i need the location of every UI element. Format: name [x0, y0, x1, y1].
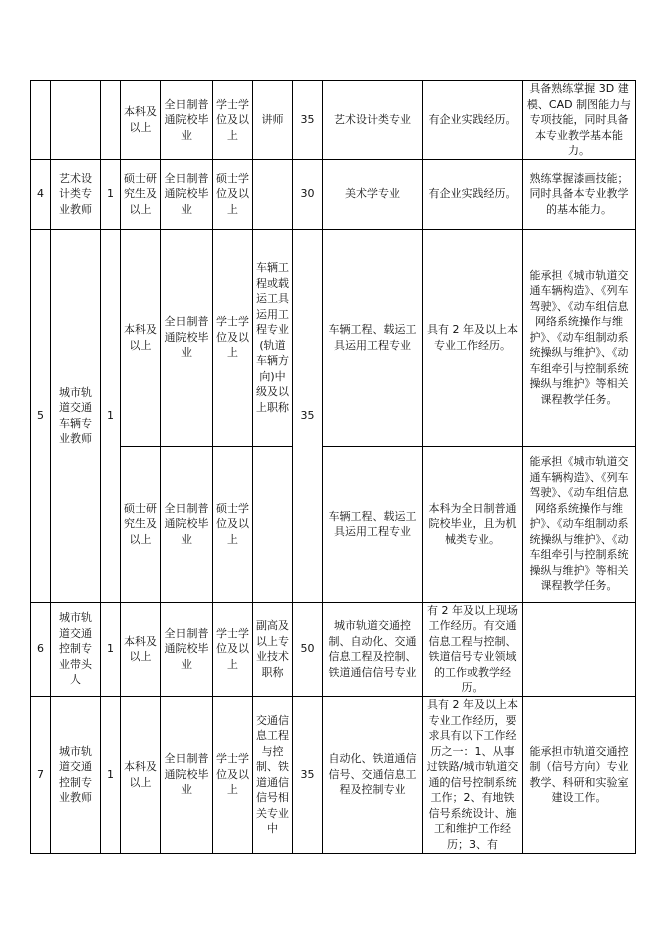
row-number: 7	[31, 696, 51, 853]
table-row	[31, 159, 636, 229]
age-limit: 30	[293, 159, 323, 229]
other-requirement: 能承担市轨道交通控制（信号方向）专业教学、科研和实验室建设工作。	[523, 696, 636, 853]
title-requirement	[253, 446, 293, 602]
education-type: 全日制普通院校毕业	[161, 602, 213, 696]
other-requirement: 能承担《城市轨道交通车辆构造》、《列车驾驶》、《动车组信息网络系统操作与维护》、《动车组制动系统操纵与维护》、《动车组牵引与控制系统操纵与维护》等相关课程教学任务。	[523, 229, 636, 446]
degree-requirement: 学士学位及以上	[213, 602, 253, 696]
degree-requirement: 学士学位及以上	[213, 81, 253, 160]
education-requirement: 本科及以上	[121, 696, 161, 853]
education-type: 全日制普通院校毕业	[161, 446, 213, 602]
position-name	[51, 81, 101, 160]
age-limit: 35	[293, 696, 323, 853]
major-requirement: 美术学专业	[323, 159, 423, 229]
title-requirement: 讲师	[253, 81, 293, 160]
education-requirement: 硕士研究生及以上	[121, 159, 161, 229]
education-type: 全日制普通院校毕业	[161, 159, 213, 229]
experience-requirement: 有企业实践经历。	[423, 159, 523, 229]
experience-requirement: 具有 2 年及以上本专业工作经历。	[423, 229, 523, 446]
row-number: 4	[31, 159, 51, 229]
major-requirement: 艺术设计类专业	[323, 81, 423, 160]
degree-requirement: 学士学位及以上	[213, 696, 253, 853]
position-name: 城市轨道交通车辆专业教师	[51, 229, 101, 602]
major-requirement: 自动化、铁道通信信号、交通信息工程及控制专业	[323, 696, 423, 853]
headcount	[101, 81, 121, 160]
degree-requirement: 硕士学位及以上	[213, 446, 253, 602]
other-requirement	[523, 602, 636, 696]
title-requirement: 副高及以上专业技术职称	[253, 602, 293, 696]
education-type: 全日制普通院校毕业	[161, 229, 213, 446]
other-requirement: 能承担《城市轨道交通车辆构造》、《列车驾驶》、《动车组信息网络系统操作与维护》、《动车组制动系统操纵与维护》、《动车组牵引与控制系统操纵与维护》等相关课程教学任务。	[523, 446, 636, 602]
age-limit: 35	[293, 229, 323, 602]
recruitment-table	[30, 80, 636, 854]
age-limit: 50	[293, 602, 323, 696]
education-requirement: 本科及以上	[121, 602, 161, 696]
position-name: 城市轨道交通控制专业带头人	[51, 602, 101, 696]
row-number: 5	[31, 229, 51, 602]
major-requirement: 车辆工程、载运工具运用工程专业	[323, 229, 423, 446]
experience-requirement: 有 2 年及以上现场工作经历。有交通信息工程与控制、铁道信号专业领域的工作或教学经历。	[423, 602, 523, 696]
table-row	[31, 229, 636, 446]
title-requirement: 交通信息工程与控制、铁道通信信号相关专业中	[253, 696, 293, 853]
degree-requirement: 学士学位及以上	[213, 229, 253, 446]
row-number	[31, 81, 51, 160]
table-row	[31, 696, 636, 853]
headcount: 1	[101, 602, 121, 696]
row-number: 6	[31, 602, 51, 696]
position-name: 艺术设计类专业教师	[51, 159, 101, 229]
experience-requirement: 本科为全日制普通院校毕业，且为机械类专业。	[423, 446, 523, 602]
experience-requirement: 具有 2 年及以上本专业工作经历，要求具有以下工作经历之一：1、从事过铁路/城市轨道交通的信号控制系统工作；2、有地铁信号系统设计、施工和维护工作经历；3、有	[423, 696, 523, 853]
table-row	[31, 446, 636, 602]
education-requirement: 本科及以上	[121, 81, 161, 160]
table-row	[31, 81, 636, 160]
major-requirement: 车辆工程、载运工具运用工程专业	[323, 446, 423, 602]
education-type: 全日制普通院校毕业	[161, 696, 213, 853]
degree-requirement: 硕士学位及以上	[213, 159, 253, 229]
education-requirement: 硕士研究生及以上	[121, 446, 161, 602]
title-requirement	[253, 159, 293, 229]
other-requirement: 具备熟练掌握 3D 建模、CAD 制图能力与专项技能，同时具备本专业教学基本能力。	[523, 81, 636, 160]
age-limit: 35	[293, 81, 323, 160]
headcount: 1	[101, 229, 121, 602]
headcount: 1	[101, 696, 121, 853]
education-requirement: 本科及以上	[121, 229, 161, 446]
experience-requirement: 有企业实践经历。	[423, 81, 523, 160]
major-requirement: 城市轨道交通控制、自动化、交通信息工程及控制、铁道通信信号专业	[323, 602, 423, 696]
position-name: 城市轨道交通控制专业教师	[51, 696, 101, 853]
education-type: 全日制普通院校毕业	[161, 81, 213, 160]
title-requirement: 车辆工程或载运工具运用工程专业(轨道车辆方向)中级及以上职称	[253, 229, 293, 446]
headcount: 1	[101, 159, 121, 229]
table-row	[31, 602, 636, 696]
other-requirement: 熟练掌握漆画技能；同时具备本专业教学的基本能力。	[523, 159, 636, 229]
